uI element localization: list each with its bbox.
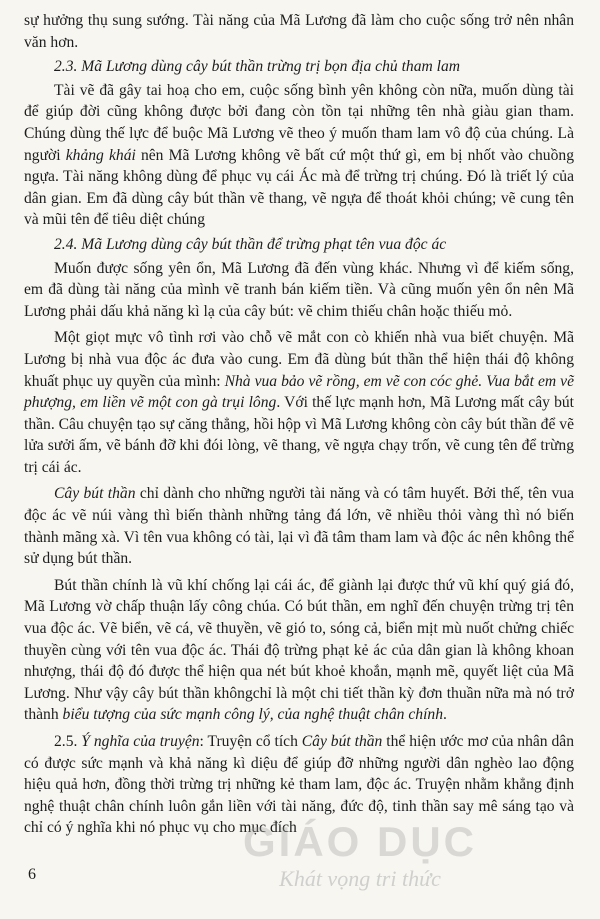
- paragraph: Bút thần chính là vũ khí chống lại cái ác, để giành lại được thứ vũ khí quý giá đó, Mã Lương vờ chấp thuận lấy công chúa. Có bút thần, em nghĩ đến chuyện trừng trị tên vua độc ác. Vẽ biển, vẽ cá, vẽ thuyền, vẽ gió to, sóng cả, biển mịt mù nuốt chửng chiếc thuyền cùng với tên vua độc ác. Thái độ trừng phạt kẻ ác của dân gian là không khoan nhượng, thái độ đó được thể hiện qua nét bút khoẻ khoắn, mạnh mẽ, quyết liệt của Mã Lương. Như vậy cây bút thần khôngchỉ là một chi tiết thần kỳ đơn thuần nữa mà nó trở thành biểu tượng của sức mạnh công lý, của nghệ thuật chân chính.: [24, 576, 574, 724]
- page-number: 6: [28, 866, 36, 883]
- paragraph: Một giọt mực vô tình rơi vào chỗ vẽ mắt con cò khiến nhà vua biết chuyện. Mã Lương bị nhà vua độc ác đưa vào cung. Em đã dùng bút thần thể hiện thái độ không khuất phục uy quyền của mình: Nhà vua bảo vẽ rồng, em vẽ con cóc ghẻ. Vua bắt em vẽ phượng, em liền vẽ một con gà trụi lông. Với thế lực mạnh hơn, Mã Lương mất cây bút thần. Câu chuyện tạo sự căng thẳng, hồi hộp vì Mã Lương không còn cây bút thần để vẽ lửa sưởi ấm, vẽ bánh đỡ khi đói lòng, vẽ thang, vẽ ngựa chạy trốn, vẽ cung tên để trừng trị cái ác.: [24, 329, 575, 476]
- section-heading-2-3: 2.3. Mã Lương dùng cây bút thần trừng trị bọn địa chủ tham lam: [54, 58, 461, 76]
- paragraph: sự hưởng thụ sung sướng. Tài năng của Mã Lương đã làm cho cuộc sống trở nên nhân văn hơn.: [24, 12, 574, 51]
- section-2-5-paragraph: 2.5. Ý nghĩa của truyện: Truyện cổ tích Cây bút thần thể hiện ước mơ của nhân dân có được sức mạnh và khả năng kì diệu để giúp đỡ những người dân nghèo lao động hiệu quả hơn, đồng thời trừng trị những kẻ tham lam, độc ác. Truyện nhằm khẳng định nghệ thuật chân chính luôn gắn liền với tài năng, đức độ, tinh thần say mê sáng tạo và chỉ có ý nghĩa khi nó phục vụ cho mục đích: [24, 733, 575, 837]
- page-body: [24, 10, 574, 839]
- watermark-tagline: Khát vọng tri thức: [279, 866, 441, 891]
- watermark-brand: GIÁO DỤC: [243, 818, 477, 865]
- paragraph: Muốn được sống yên ổn, Mã Lương đã đến vùng khác. Nhưng vì để kiếm sống, em đã dùng tài năng của mình vẽ tranh bán kiếm tiền. Và cũng muốn yên ổn nên Mã Lương phải dấu khả năng kì lạ của cây bút: vẽ chim thiếu chân hoặc thiếu mỏ.: [24, 259, 574, 320]
- section-heading-2-4: 2.4. Mã Lương dùng cây bút thần để trừng phạt tên vua độc ác: [54, 235, 447, 253]
- paragraph: Cây bút thần chỉ dành cho những người tài năng và có tâm huyết. Bởi thế, tên vua độc ác vẽ núi vàng thì biến thành những tảng đá lớn, vẽ nhiều thỏi vàng thì nó biến thành mãng xà. Vì tên vua không có tài, lại vì đã tâm tham lam và độc ác nên không thể sử dụng bút thần.: [24, 485, 574, 568]
- paragraph: Tài vẽ đã gây tai hoạ cho em, cuộc sống bình yên không còn nữa, muốn dùng tài để giúp đời cũng không được bởi đang còn tồn tại những tên nhà giàu gian tham. Chúng dùng thế lực để buộc Mã Lương vẽ theo ý muốn tham lam vô độ của chúng. Là người khảng khái nên Mã Lương không vẽ bất cứ một thứ gì, em bị nhốt vào chuồng ngựa. Tài năng không dùng để phục vụ cái Ác mà để trừng trị chúng. Đó là triết lý của dân gian. Em đã dùng cây bút thần vẽ thang, vẽ ngựa để thoát khỏi chúng; vẽ cung tên và mũi tên để tiêu diệt chúng: [24, 81, 574, 229]
